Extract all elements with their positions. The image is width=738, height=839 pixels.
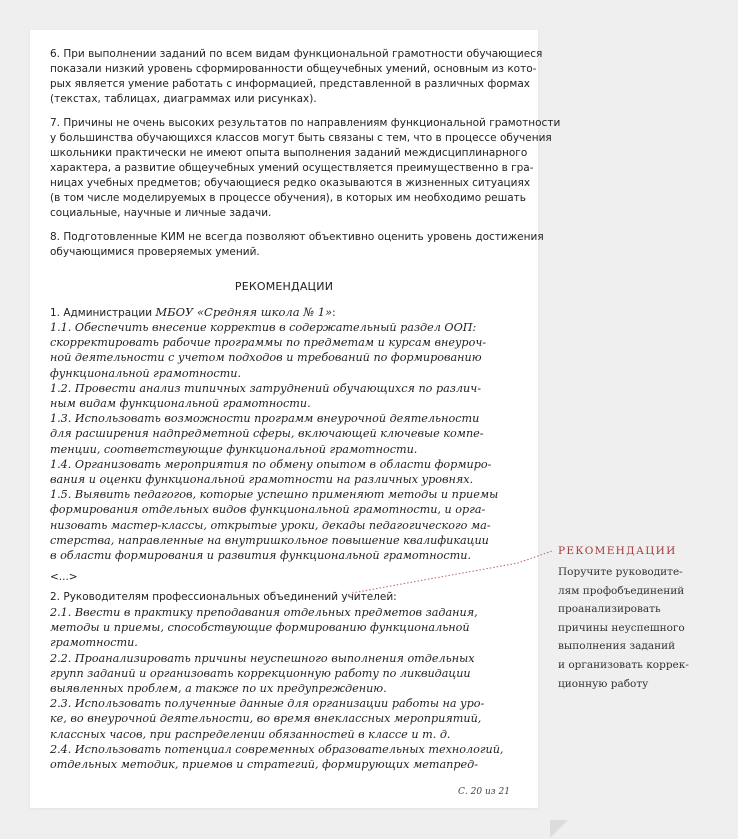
note-line: лям профобъединений <box>558 584 685 597</box>
recommendation-line: грамотности. <box>50 636 138 650</box>
recommendation-line: скорректировать рабочие программы по предметам и курсам внеуроч- <box>50 336 487 350</box>
recommendation-line: ке, во внеурочной деятельности, во время внеклассных мероприятий, <box>50 712 482 726</box>
recommendation-line: в области формирования и развития функциональной грамотности. <box>50 549 472 563</box>
text-line: 8. Подготовленные КИМ не всегда позволяют объективно оценить уровень достижения <box>50 231 544 243</box>
note-line: выполнения заданий <box>558 640 676 653</box>
note-line: проанализировать <box>558 603 661 616</box>
recommendation-line: 2.3. Использовать полученные данные для организации работы на уро- <box>50 697 485 711</box>
recommendation-line: выявленных проблем, а также по их предупреждению. <box>50 682 387 696</box>
recommendation-line: 1.2. Провести анализ типичных затруднений обучающихся по различ- <box>50 381 481 395</box>
recommendation-line: стерства, направленные на внутришкольное повышение квалификации <box>50 533 489 547</box>
heads-recommendations <box>50 605 540 772</box>
note-line: Поручите руководите- <box>558 566 683 578</box>
page-fold-corner <box>550 820 568 838</box>
recommendation-line: 1.4. Организовать мероприятия по обмену опытом в области формиро- <box>50 457 492 471</box>
recommendation-line: 2.4. Использовать потенциал современных образовательных технологий, <box>50 742 504 756</box>
recommendation-line: 1.1. Обеспечить внесение корректив в содержательный раздел ООП: <box>50 321 477 334</box>
recommendation-line: 1.5. Выявить педагогов, которые успешно применяют методы и приемы <box>50 488 499 502</box>
recommendation-line: низовать мастер-классы, открытые уроки, декады педагогического ма- <box>50 518 491 532</box>
section-heading: РЕКОМЕНДАЦИИ <box>234 280 334 293</box>
document-page <box>30 30 561 808</box>
recommendation-line: 1.3. Использовать возможности программ внеурочной деятельности <box>50 412 480 426</box>
paragraph-7 <box>50 116 561 221</box>
note-line: ционную работу <box>558 677 649 690</box>
paragraph-6 <box>50 47 543 107</box>
heads-intro: 2. Руководителям профессиональных объединений учителей: <box>50 591 397 603</box>
text-line: характера, а развитие общеучебных умений осуществляется преимущественно в гра- <box>50 162 534 174</box>
recommendation-line: 2.2. Проанализировать причины неуспешного выполнения отдельных <box>50 651 475 665</box>
recommendation-line: отдельных методик, приемов и стратегий, формирующих метапред- <box>50 758 479 772</box>
note-line: и организовать коррек- <box>558 658 689 671</box>
recommendation-line: методы и приемы, способствующие формированию функциональной <box>50 621 470 635</box>
text-line: (в том числе моделируемых в процессе обучения), в которых им необходимо решать <box>50 192 526 204</box>
text-line: социальные, научные и личные задачи. <box>50 207 272 219</box>
admin-intro <box>50 305 336 321</box>
margin-note-title: РЕКОМЕНДАЦИИ <box>558 545 677 557</box>
page-number: С. 20 из 21 <box>458 787 510 797</box>
ellipsis: <...> <box>50 571 78 583</box>
school-name: МБОУ «Средняя школа № 1» <box>155 305 333 319</box>
text-line: 6. При выполнении заданий по всем видам функциональной грамотности обучающиеся <box>50 48 543 60</box>
text-line: школьники практически не имеют опыта выполнения заданий междисциплинарного <box>50 147 528 159</box>
text-line: рых является умение работать с информацией, представленной в различных формах <box>50 78 531 90</box>
admin-colon: : <box>332 307 336 319</box>
recommendation-line: 2.1. Ввести в практику преподавания отдельных предметов задания, <box>50 606 478 619</box>
recommendation-line: вания и оценки функциональной грамотности на различных уровнях. <box>50 473 474 487</box>
text-line: ницах учебных предметов; обучающиеся редко оказываются в жизненных ситуациях <box>50 177 531 189</box>
admin-intro-text: 1. Администрации <box>50 307 156 319</box>
note-line: причины неуспешного <box>558 621 685 634</box>
recommendation-line: функциональной грамотности. <box>50 366 242 380</box>
recommendation-line: тенции, соответствующие функциональной грамотности. <box>50 442 418 456</box>
text-line: у большинства обучающихся классов могут быть связаны с тем, что в процессе обучения <box>50 132 552 144</box>
text-line: обучающимися проверяемых умений. <box>50 246 260 258</box>
recommendation-line: для расширения надпредметной сферы, включающей ключевые компе- <box>50 427 484 441</box>
text-line: 7. Причины не очень высоких результатов по направлениям функциональной грамотности <box>50 117 561 129</box>
text-line: (текстах, таблицах, диаграммах или рисунках). <box>50 93 317 105</box>
recommendation-line: ной деятельности с учетом подходов и требований по формированию <box>50 351 482 365</box>
margin-note-body <box>558 563 728 693</box>
recommendation-line: формирования отдельных видов функциональной грамотности, и орга- <box>50 503 486 517</box>
recommendation-line: ным видам функциональной грамотности. <box>50 397 311 411</box>
recommendation-line: групп заданий и организовать коррекционную работу по ликвидации <box>50 666 471 680</box>
paragraph-8 <box>50 230 544 260</box>
admin-recommendations <box>50 320 540 563</box>
recommendation-line: классных часов, при распределении обязанностей в классе и т. д. <box>50 727 451 741</box>
text-line: показали низкий уровень сформированности общеучебных умений, основным из кото- <box>50 63 537 75</box>
